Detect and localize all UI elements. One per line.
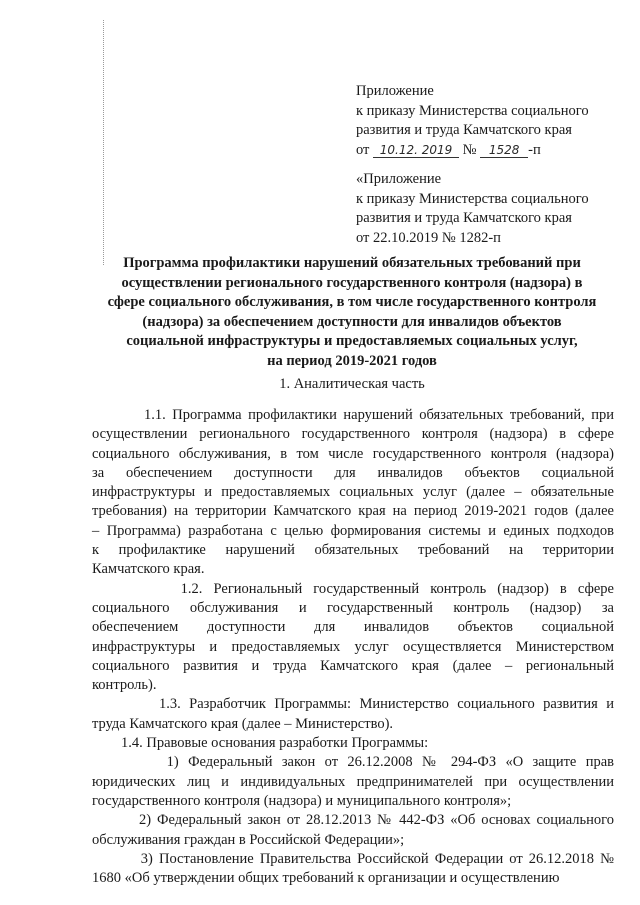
paragraph bbox=[92, 811, 614, 850]
number-suffix: -п bbox=[528, 141, 541, 158]
paragraph-line: социального развития и труда Камчатского края (далее – региональный bbox=[92, 657, 614, 674]
program-title-line: социальной инфраструктуры и предоставляемых социальных услуг, bbox=[126, 333, 578, 350]
handwritten-number: 1528 bbox=[480, 143, 528, 158]
paragraph-line: инфраструктуры и предоставляемых социальных услуг (далее – обязательные bbox=[92, 484, 614, 501]
paragraph-line: 1.1. Программа профилактики нарушений обязательных требований, при bbox=[92, 407, 614, 423]
program-title-line: осуществлении регионального государственного контроля (надзора) в bbox=[121, 274, 583, 291]
paragraph bbox=[92, 753, 614, 811]
paragraph-line: 1.3. Разработчик Программы: Министерство социального развития и bbox=[92, 696, 614, 713]
paragraph-line: контроль). bbox=[92, 677, 157, 694]
paragraph-line: – Программа) разработана с целью формирования системы и единых подходов bbox=[92, 522, 614, 539]
appendix-ministry-line: развития и труда Камчатского края bbox=[356, 122, 572, 138]
paragraph-line: инфраструктуры и предоставляемых услуг осуществляется Министерством bbox=[92, 638, 614, 655]
paragraph bbox=[92, 580, 614, 696]
paragraph-line: социального обслуживания и государственный контроль (надзор) за bbox=[92, 599, 614, 616]
program-title-line: сфере социального обслуживания, в том числе государственного контроля bbox=[107, 294, 597, 311]
margin-dotted-line bbox=[103, 20, 104, 265]
number-sign: № bbox=[462, 141, 477, 158]
paragraph bbox=[92, 695, 614, 734]
paragraph-line: к профилактике нарушений обязательных требований на территории bbox=[92, 542, 614, 559]
paragraph bbox=[92, 734, 614, 753]
paragraph-line: 1) Федеральный закон от 26.12.2008 № 294-ФЗ «О защите прав bbox=[92, 754, 614, 771]
paragraph-line: социального обслуживания, в том числе государственного контроля (надзора) bbox=[92, 445, 614, 462]
appendix-title-quoted: «Приложение bbox=[356, 171, 442, 187]
appendix-header-current bbox=[356, 82, 616, 160]
paragraph-line: Камчатского края. bbox=[92, 561, 205, 578]
appendix-date-line bbox=[356, 141, 616, 161]
paragraph-line: 2) Федеральный закон от 28.12.2013 № 442-ФЗ «Об основах социального bbox=[92, 812, 614, 829]
paragraph bbox=[92, 406, 614, 580]
program-title-line: на период 2019-2021 годов bbox=[267, 352, 437, 369]
appendix-ministry-line: развития и труда Камчатского края bbox=[356, 210, 572, 226]
appendix-order-line: к приказу Министерства социального bbox=[356, 190, 589, 207]
program-title bbox=[92, 254, 612, 372]
paragraph-line: обслуживания граждан в Российской Федерации»; bbox=[92, 831, 405, 848]
program-title-line: (надзора) за обеспечением доступности для инвалидов объектов bbox=[142, 313, 562, 330]
document-body bbox=[92, 406, 614, 888]
paragraph-line: 1.4. Правовые основания разработки Программы: bbox=[92, 735, 429, 752]
paragraph-line: 3) Постановление Правительства Российской Федерации от 26.12.2018 № bbox=[92, 850, 614, 867]
appendix-title: Приложение bbox=[356, 83, 434, 99]
section-heading: 1. Аналитическая часть bbox=[279, 376, 425, 392]
paragraph-line: 1.2. Региональный государственный контроль (надзор) в сфере bbox=[92, 580, 614, 597]
handwritten-date: 10.12. 2019 bbox=[373, 143, 459, 158]
paragraph-line: требования) на территории Камчатского края на период 2019-2021 годов (далее bbox=[92, 503, 614, 520]
appendix-order-line: к приказу Министерства социального bbox=[356, 102, 589, 119]
paragraph-line: 1680 «Об утверждении общих требований к организации и осуществлению bbox=[92, 870, 560, 887]
program-title-line: Программа профилактики нарушений обязательных требований при bbox=[123, 255, 581, 271]
appendix-date-line: от 22.10.2019 № 1282-п bbox=[356, 229, 501, 246]
date-prefix: от bbox=[356, 141, 370, 158]
paragraph-line: государственного контроля (надзора) и муниципального контроля»; bbox=[92, 792, 512, 809]
paragraph-line: труда Камчатского края (далее – Министерство). bbox=[92, 715, 394, 732]
paragraph bbox=[92, 850, 614, 889]
paragraph-line: обеспечением доступности для инвалидов объектов социальной bbox=[92, 619, 614, 636]
appendix-header-previous bbox=[356, 170, 616, 248]
paragraph-line: за обеспечением доступности для инвалидов объектов социальной bbox=[92, 464, 614, 481]
paragraph-line: юридических лиц и индивидуальных предпринимателей при осуществлении bbox=[92, 773, 614, 790]
paragraph-line: осуществлении регионального государственного контроля (надзора) в сфере bbox=[92, 426, 614, 443]
